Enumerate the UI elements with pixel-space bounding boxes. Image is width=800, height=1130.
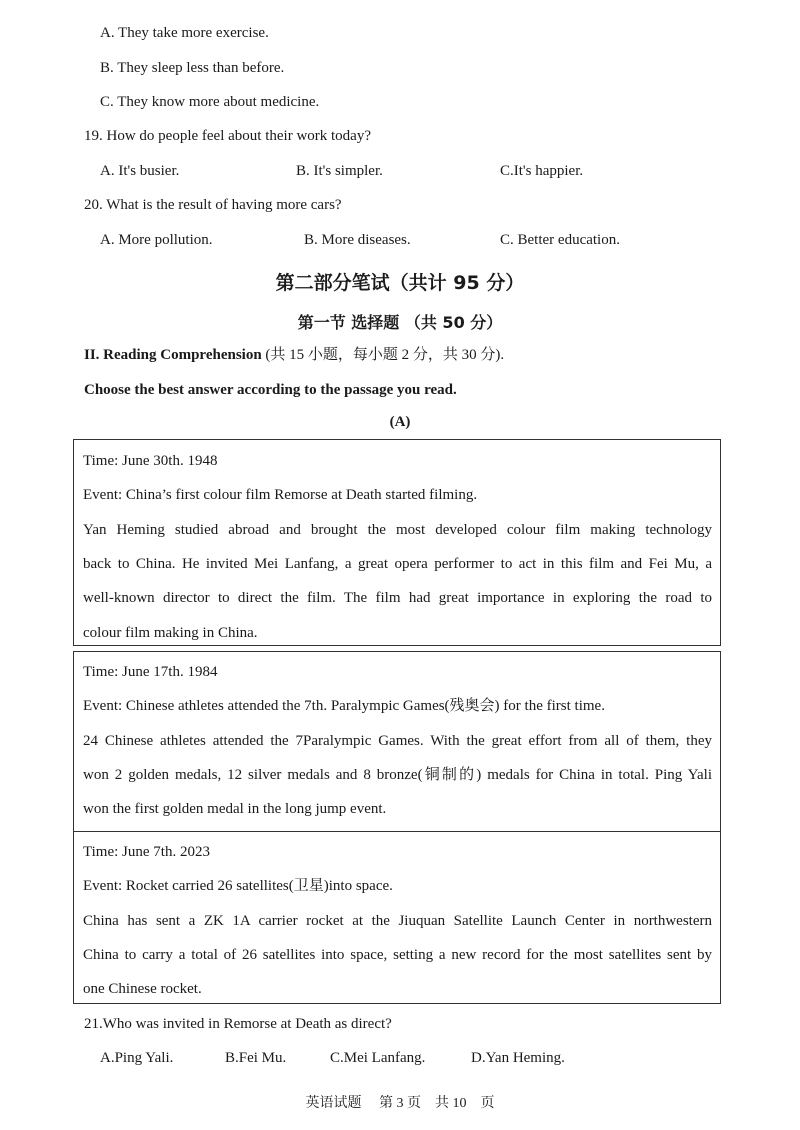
q19-option-c: C.It's happier. (500, 163, 584, 179)
reading-instruction: Choose the best answer according to the passage you read. (84, 382, 457, 398)
timeline-box-1984 (73, 651, 721, 832)
q20-option-a: A. More pollution. (100, 232, 213, 248)
box-body-line: colour film making in China. (83, 625, 258, 641)
timeline-box-2023 (73, 831, 721, 1004)
section1-title: 第一节 选择题 （共 50 分） (297, 313, 503, 332)
q21-option-a: A.Ping Yali. (100, 1050, 174, 1066)
q21-option-d: D.Yan Heming. (471, 1050, 565, 1066)
q18-option-a: A. They take more exercise. (100, 25, 269, 41)
q21-option-c: C.Mei Lanfang. (330, 1050, 426, 1066)
box-time: Time: June 7th. 2023 (83, 844, 210, 860)
q20-option-c: C. Better education. (500, 232, 620, 248)
box-body-line: China has sent a ZK 1A carrier rocket at the Jiuquan Satellite Launch Center in northwestern (83, 913, 712, 929)
box-body-line: back to China. He invited Mei Lanfang, a great opera performer to act in this film and Fei Mu, a (83, 556, 712, 572)
box-body-line: well-known director to direct the film. The film had great importance in exploring the road to (83, 590, 712, 606)
box-body-line: Yan Heming studied abroad and brought the most developed colour film making technology (83, 522, 712, 538)
q20-option-b: B. More diseases. (304, 232, 411, 248)
part2-title: 第二部分笔试（共计 95 分） (275, 272, 525, 294)
q19-question: 19. How do people feel about their work today? (84, 128, 371, 144)
passage-label: (A) (389, 414, 411, 430)
box-body-line: won 2 golden medals, 12 silver medals and 8 bronze(铜制的) medals for China in total. Ping Yali (83, 767, 712, 783)
box-time: Time: June 30th. 1948 (83, 453, 218, 469)
box-time: Time: June 17th. 1984 (83, 664, 218, 680)
box-body-line: China to carry a total of 26 satellites into space, setting a new record for the most satellites sent by (83, 947, 712, 963)
box-body-line: won the first golden medal in the long jump event. (83, 801, 387, 817)
reading-heading (84, 345, 504, 365)
reading-heading-label: II. Reading Comprehension (84, 347, 262, 363)
page-footer: 英语试题 第 3 页 共 10 页 (305, 1096, 495, 1111)
q18-option-c: C. They know more about medicine. (100, 94, 320, 110)
q21-option-b: B.Fei Mu. (225, 1050, 287, 1066)
box-body-line: 24 Chinese athletes attended the 7Paralympic Games. With the great effort from all of them, they (83, 733, 712, 749)
box-body-line: one Chinese rocket. (83, 981, 202, 997)
timeline-box-1948 (73, 439, 721, 646)
q21-question: 21.Who was invited in Remorse at Death as direct? (84, 1016, 392, 1032)
reading-heading-note: (共 15 小题，每小题 2 分，共 30 分). (265, 347, 505, 363)
q19-option-a: A. It's busier. (100, 163, 180, 179)
box-event: Event: Rocket carried 26 satellites(卫星)into space. (83, 878, 393, 894)
box-event: Event: China’s first colour film Remorse at Death started filming. (83, 487, 478, 503)
box-event: Event: Chinese athletes attended the 7th. Paralympic Games(残奥会) for the first time. (83, 698, 605, 714)
q19-option-b: B. It's simpler. (296, 163, 383, 179)
q18-option-b: B. They sleep less than before. (100, 60, 285, 76)
q20-question: 20. What is the result of having more cars? (84, 197, 342, 213)
